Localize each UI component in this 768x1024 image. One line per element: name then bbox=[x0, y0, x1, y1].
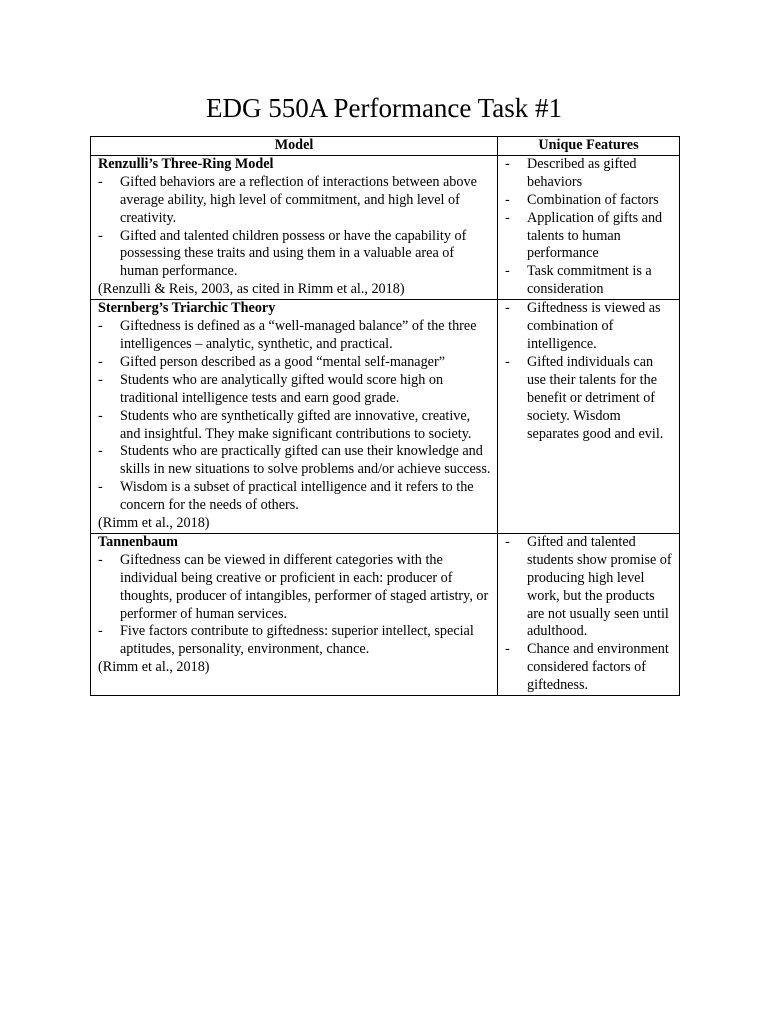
citation: (Renzulli & Reis, 2003, as cited in Rimm et al., 2018) bbox=[98, 281, 405, 298]
page-title: EDG 550A Performance Task #1 bbox=[205, 93, 563, 123]
model-points bbox=[98, 174, 493, 281]
list-item: - Wisdom is a subset of practical intelligence and it refers to the concern for the needs of others. bbox=[98, 479, 474, 514]
header-unique-features: Unique Features bbox=[498, 137, 680, 156]
model-cell bbox=[91, 533, 498, 695]
features-cell bbox=[498, 533, 680, 695]
model-name: Renzulli’s Three-Ring Model bbox=[98, 155, 274, 172]
feature-list bbox=[505, 300, 675, 443]
models-table bbox=[90, 136, 680, 696]
table-row bbox=[91, 300, 680, 534]
list-item: - Students who are practically gifted can use their knowledge and skills in new situations to solve problems and/or achieve success. bbox=[98, 443, 491, 478]
table-header-row bbox=[91, 137, 680, 156]
model-points bbox=[98, 318, 493, 515]
list-item: - Chance and environment considered factors of giftedness. bbox=[505, 641, 669, 694]
list-item: - Giftedness is defined as a “well-managed balance” of the three intelligences – analytic, synthetic, and practical. bbox=[98, 318, 477, 352]
citation: (Rimm et al., 2018) bbox=[98, 515, 210, 532]
list-item: - Combination of factors bbox=[505, 191, 659, 208]
table-row bbox=[91, 155, 680, 299]
list-item: - Application of gifts and talents to human performance bbox=[505, 209, 663, 262]
feature-list bbox=[505, 534, 675, 695]
model-cell bbox=[91, 300, 498, 534]
features-cell bbox=[498, 300, 680, 534]
list-item: - Gifted and talented children possess or have the capability of possessing these traits and using them in a valuable area of human performance. bbox=[98, 227, 467, 280]
list-item: - Five factors contribute to giftedness: superior intellect, special aptitudes, personality, environment, chance. bbox=[98, 623, 474, 658]
table-row bbox=[91, 533, 680, 695]
header-model: Model bbox=[91, 137, 498, 156]
list-item: - Giftedness is viewed as combination of intelligence. bbox=[505, 300, 661, 352]
list-item: - Students who are synthetically gifted are innovative, creative, and insightful. They make significant contributions to society. bbox=[98, 407, 472, 442]
list-item: - Gifted person described as a good “mental self-manager” bbox=[98, 353, 445, 370]
model-cell bbox=[91, 155, 498, 299]
list-item: - Giftedness can be viewed in different categories with the individual being creative or proficient in each: producer of thoughts, producer of intangibles, performer of staged artistry, or performer of human services. bbox=[98, 551, 489, 622]
list-item: - Described as gifted behaviors bbox=[505, 155, 637, 190]
list-item: - Students who are analytically gifted would score high on traditional intelligence tests and earn good grade. bbox=[98, 371, 444, 406]
features-cell bbox=[498, 155, 680, 299]
list-item: - Gifted individuals can use their talents for the benefit or detriment of society. Wisdom separates good and evil. bbox=[505, 353, 664, 442]
feature-list bbox=[505, 156, 675, 299]
citation: (Rimm et al., 2018) bbox=[98, 659, 210, 676]
model-name: Sternberg’s Triarchic Theory bbox=[98, 300, 276, 317]
list-item: - Gifted behaviors are a reflection of interactions between above average ability, high level of commitment, and high level of creativity. bbox=[98, 173, 477, 226]
list-item: - Gifted and talented students show promise of producing high level work, but the products are not usually seen until adulthood. bbox=[505, 533, 672, 640]
model-points bbox=[98, 552, 493, 659]
model-name: Tannenbaum bbox=[98, 533, 178, 550]
list-item: - Task commitment is a consideration bbox=[505, 263, 652, 298]
